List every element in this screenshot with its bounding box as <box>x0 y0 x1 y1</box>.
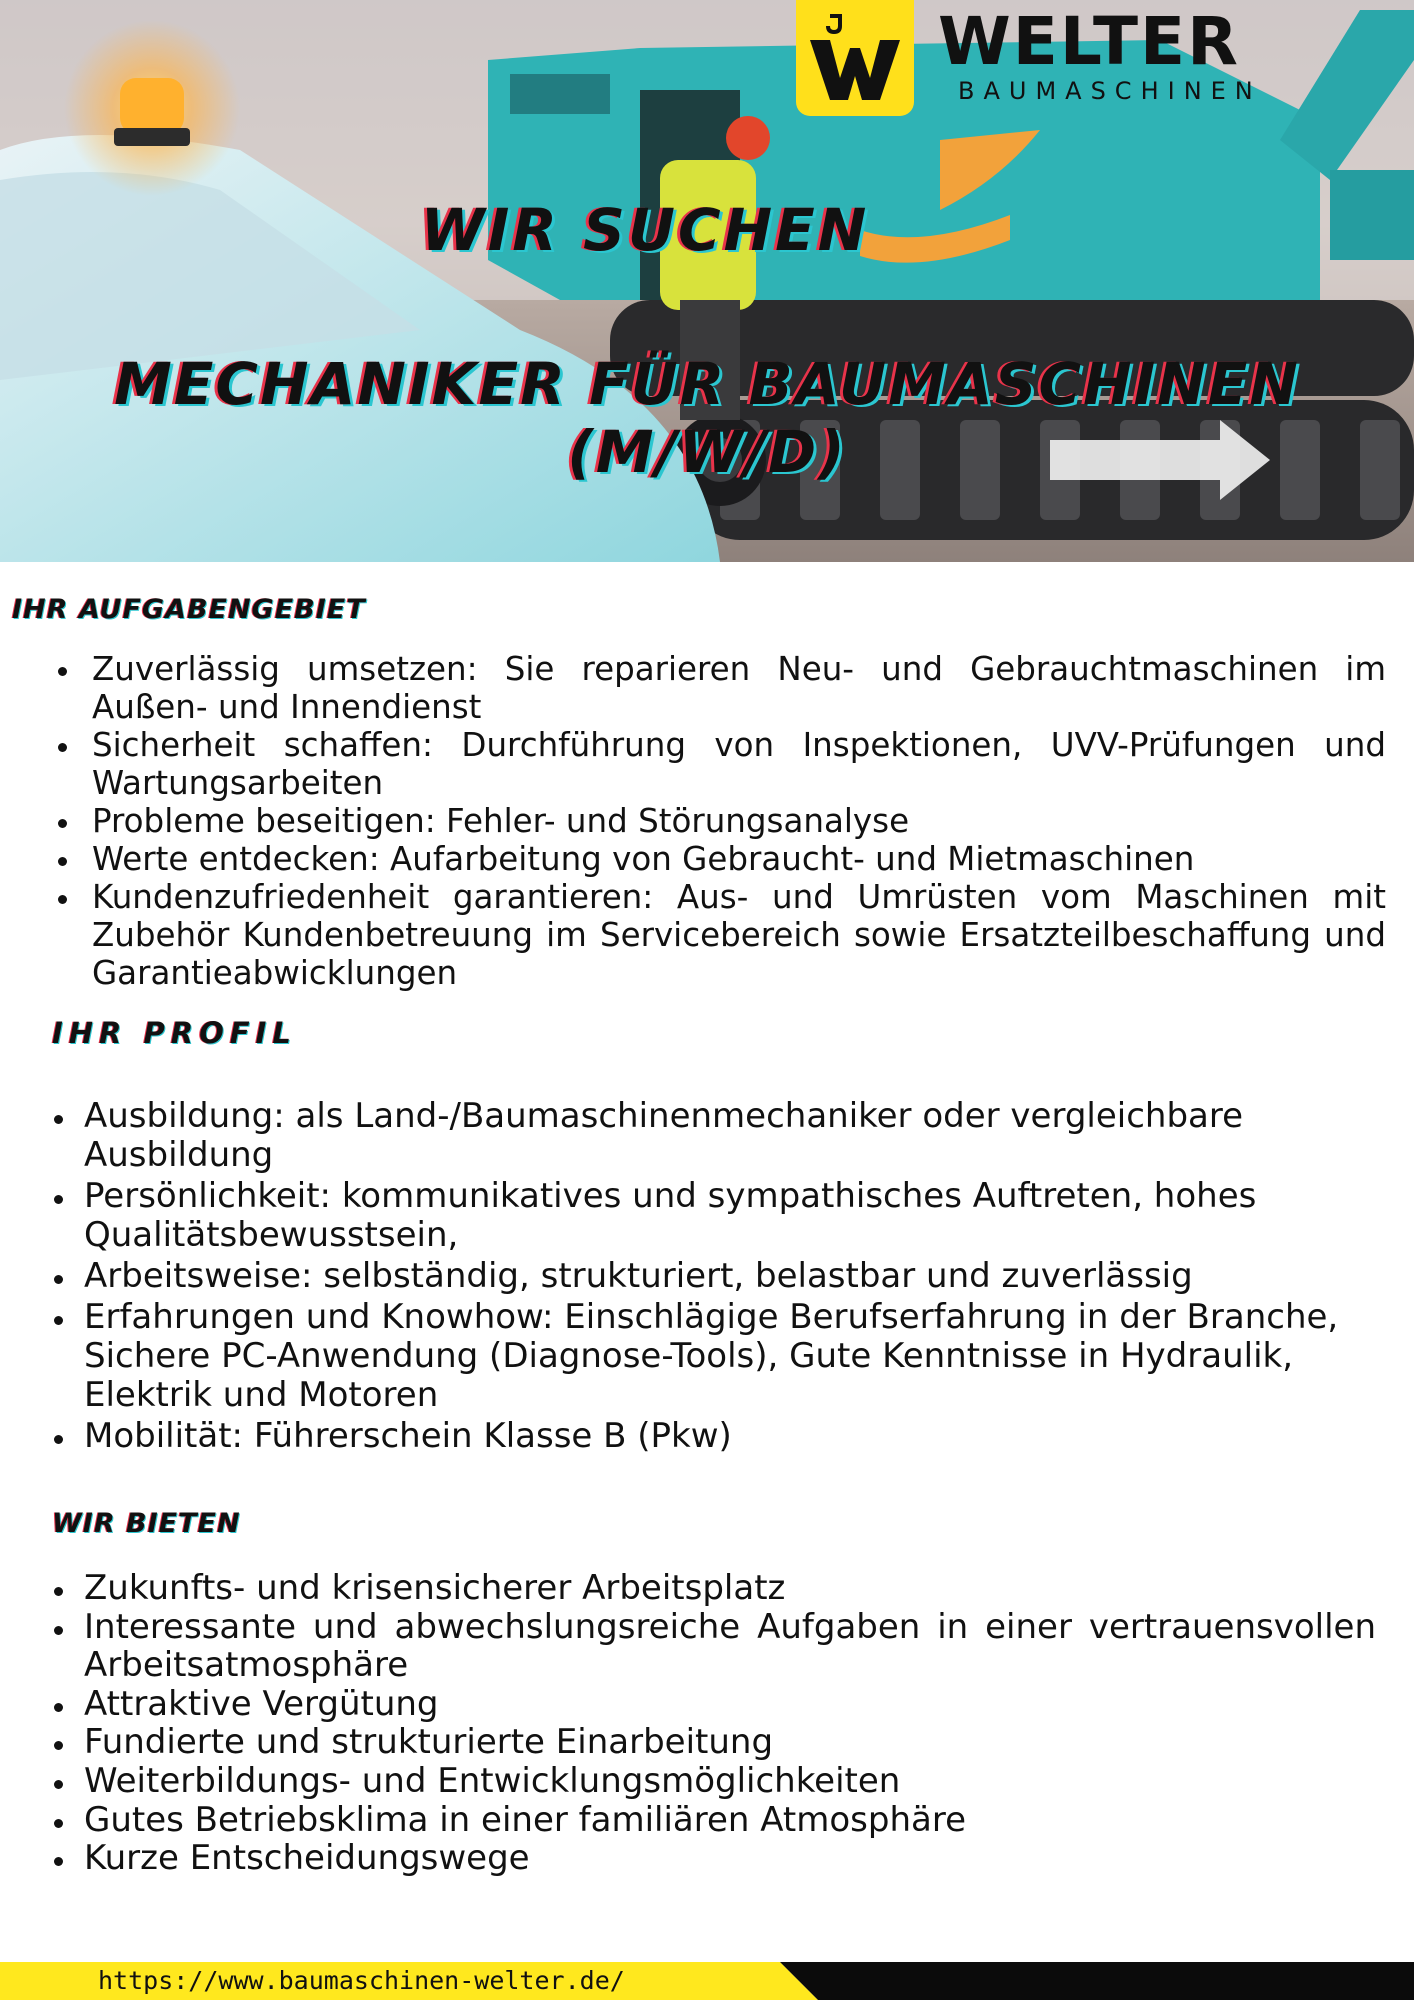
list-item: Mobilität: Führerschein Klasse B (Pkw) <box>84 1417 1364 1456</box>
list-item: Kundenzufriedenheit garantieren: Aus- und Umrüsten vom Maschinen mit Zubehör Kundenbetreuung im Servicebereich sowie Ersatzteilbeschaffung und Garantieabwicklungen <box>92 878 1386 992</box>
section-heading-profil: IHR PROFIL <box>52 1016 297 1050</box>
list-item: Attraktive Vergütung <box>84 1685 1376 1724</box>
company-logo[interactable] <box>796 0 1396 118</box>
list-item: Werte entdecken: Aufarbeitung von Gebraucht- und Mietmaschinen <box>92 840 1386 878</box>
list-item: Weiterbildungs- und Entwicklungsmöglichkeiten <box>84 1762 1376 1801</box>
section-heading-aufgaben: IHR AUFGABENGEBIET <box>12 594 366 625</box>
list-item: Kurze Entscheidungswege <box>84 1839 1376 1878</box>
list-item: Zuverlässig umsetzen: Sie reparieren Neu- und Gebrauchtmaschinen im Außen- und Innendienst <box>92 650 1386 726</box>
list-item: Gutes Betriebsklima in einer familiären Atmosphäre <box>84 1801 1376 1840</box>
list-item: Fundierte und strukturierte Einarbeitung <box>84 1723 1376 1762</box>
list-item: Interessante und abwechslungsreiche Aufgaben in einer vertrauensvollen Arbeitsatmosphäre <box>84 1606 1376 1686</box>
profil-list <box>84 1097 1364 1458</box>
list-item: Zukunfts- und krisensicherer Arbeitsplatz <box>84 1569 1376 1608</box>
w-hook-logo-icon <box>796 0 914 116</box>
hero-banner <box>0 0 1414 562</box>
logo-subtitle: BAUMASCHINEN <box>958 77 1262 105</box>
list-item: Persönlichkeit: kommunikatives und sympathisches Auftreten, hohes Qualitätsbewusstsein, <box>84 1177 1364 1255</box>
list-item: Ausbildung: als Land-/Baumaschinenmechaniker oder vergleichbare Ausbildung <box>84 1097 1364 1175</box>
footer-bar <box>0 1962 1414 2000</box>
section-heading-bieten: WIR BIETEN <box>52 1508 241 1539</box>
headline-line-2: MECHANIKER FÜR BAUMASCHINEN (M/W/D) <box>114 350 1300 486</box>
aufgaben-list <box>92 650 1386 992</box>
list-item: Arbeitsweise: selbständig, strukturiert, belastbar und zuverlässig <box>84 1257 1364 1296</box>
headline-line-1: WIR SUCHEN <box>420 196 870 264</box>
list-item: Sicherheit schaffen: Durchführung von Inspektionen, UVV-Prüfungen und Wartungsarbeiten <box>92 726 1386 802</box>
list-item: Erfahrungen und Knowhow: Einschlägige Berufserfahrung in der Branche, Sichere PC-Anwendung (Diagnose-Tools), Gute Kenntnisse in Hydraulik, Elektrik und Motoren <box>84 1298 1364 1415</box>
logo-name: WELTER <box>938 3 1240 80</box>
website-link[interactable]: https://www.baumaschinen-welter.de/ <box>98 1966 625 1995</box>
list-item: Probleme beseitigen: Fehler- und Störungsanalyse <box>92 802 1386 840</box>
bieten-list <box>84 1569 1376 1878</box>
footer-black-band <box>780 1962 1414 2000</box>
